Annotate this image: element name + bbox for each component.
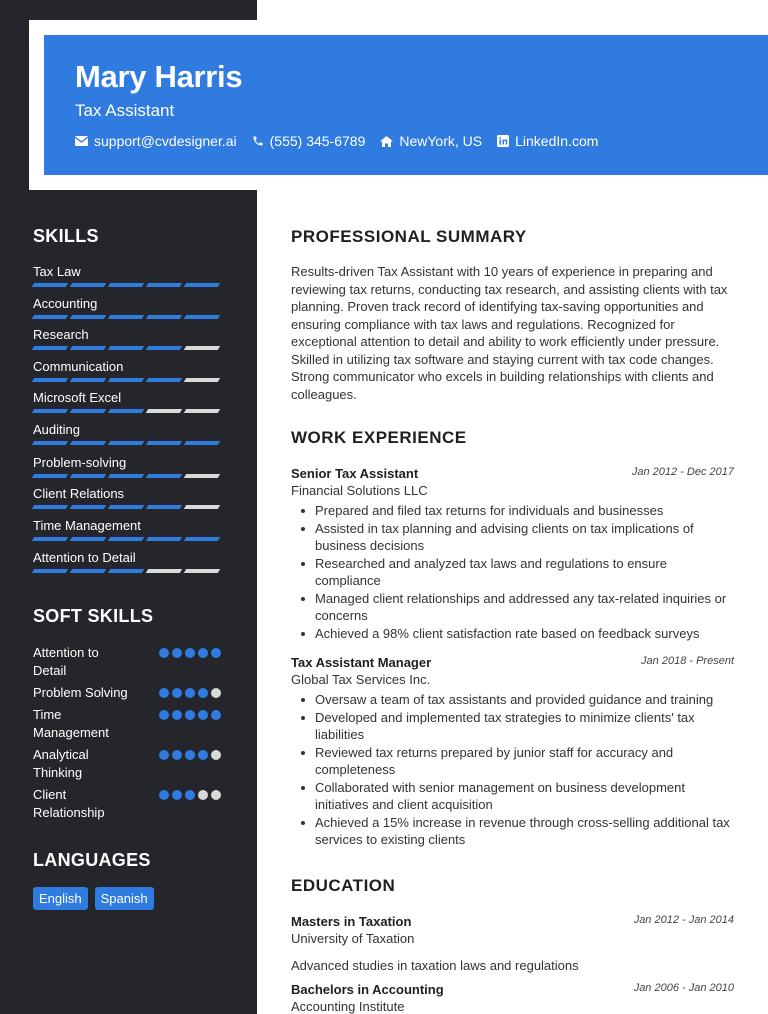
skill-level-segment bbox=[32, 378, 68, 382]
skill-level-bar bbox=[33, 569, 223, 573]
skill-item bbox=[33, 327, 223, 350]
rating-dot bbox=[211, 688, 221, 698]
education-school: Accounting Institute bbox=[291, 999, 405, 1014]
soft-skill-item bbox=[33, 684, 223, 702]
rating-dot bbox=[185, 790, 195, 800]
job-entry bbox=[291, 655, 736, 849]
home-icon bbox=[380, 136, 393, 147]
skill-level-segment bbox=[108, 441, 144, 445]
job-bullets bbox=[291, 691, 736, 849]
job-bullets bbox=[291, 502, 736, 642]
job-entry-company: Global Tax Services Inc. bbox=[291, 672, 431, 687]
soft-skill-item bbox=[33, 644, 223, 680]
soft-skill-rating bbox=[159, 750, 224, 760]
skill-level-segment bbox=[70, 315, 106, 319]
bullet-item: Prepared and filed tax returns for individuals and businesses bbox=[291, 502, 736, 520]
skill-level-segment bbox=[108, 378, 144, 382]
skill-level-segment bbox=[70, 505, 106, 509]
skill-level-segment bbox=[146, 283, 182, 287]
rating-dot bbox=[185, 750, 195, 760]
rating-dot bbox=[172, 750, 182, 760]
skill-level-segment bbox=[146, 569, 182, 573]
skill-level-segment bbox=[32, 409, 68, 413]
skill-level-segment bbox=[146, 474, 182, 478]
linkedin-icon bbox=[497, 135, 509, 147]
job-entry-company: Financial Solutions LLC bbox=[291, 483, 428, 498]
skill-level-segment bbox=[108, 315, 144, 319]
contact-email[interactable] bbox=[75, 133, 237, 149]
rating-dot bbox=[198, 648, 208, 658]
skill-level-segment bbox=[184, 346, 220, 350]
job-entry bbox=[291, 466, 736, 642]
bullet-item: Assisted in tax planning and advising clients on tax implications of business decisions bbox=[291, 520, 736, 555]
soft-skill-label: Attention to Detail bbox=[33, 645, 99, 678]
skill-level-bar bbox=[33, 283, 223, 287]
skill-level-segment bbox=[70, 346, 106, 350]
header bbox=[44, 35, 768, 175]
rating-dot bbox=[211, 648, 221, 658]
skill-level-segment bbox=[146, 537, 182, 541]
education-description: Advanced studies in taxation laws and regulations bbox=[291, 958, 579, 973]
skill-level-bar bbox=[33, 409, 223, 413]
soft-skill-rating bbox=[159, 790, 224, 800]
rating-dot bbox=[159, 750, 169, 760]
skill-item bbox=[33, 296, 223, 319]
soft-skill-rating bbox=[159, 688, 224, 698]
skill-level-segment bbox=[32, 474, 68, 478]
language-tag-english: English bbox=[33, 887, 88, 910]
contact-list bbox=[75, 133, 613, 149]
skill-level-segment bbox=[184, 441, 220, 445]
skill-item bbox=[33, 518, 223, 541]
skill-level-segment bbox=[184, 315, 220, 319]
job-entry-title: Senior Tax Assistant bbox=[291, 466, 419, 481]
skill-level-bar bbox=[33, 474, 223, 478]
skill-level-segment bbox=[70, 569, 106, 573]
skill-label: Research bbox=[33, 327, 89, 342]
skill-level-segment bbox=[184, 537, 220, 541]
bullet-item: Oversaw a team of tax assistants and provided guidance and training bbox=[291, 691, 736, 709]
rating-dot bbox=[185, 648, 195, 658]
soft-skill-item bbox=[33, 786, 223, 822]
soft-skill-rating bbox=[159, 710, 224, 720]
rating-dot bbox=[159, 648, 169, 658]
skill-level-segment bbox=[70, 474, 106, 478]
bullet-item: Achieved a 15% increase in revenue through cross-selling additional tax services to existing clients bbox=[291, 814, 736, 849]
skill-item bbox=[33, 486, 223, 509]
skill-level-bar bbox=[33, 441, 223, 445]
rating-dot bbox=[211, 790, 221, 800]
skill-level-segment bbox=[32, 569, 68, 573]
languages-heading: LANGUAGES bbox=[33, 850, 151, 870]
skill-level-segment bbox=[108, 346, 144, 350]
skill-level-segment bbox=[70, 409, 106, 413]
skills-heading: SKILLS bbox=[33, 226, 99, 246]
skill-item bbox=[33, 455, 223, 478]
bullet-item: Managed client relationships and addressed any tax-related inquiries or concerns bbox=[291, 590, 736, 625]
contact-location bbox=[380, 133, 482, 149]
skill-level-bar bbox=[33, 537, 223, 541]
summary-text: Results-driven Tax Assistant with 10 years of experience in preparing and reviewing tax returns, conducting tax research, and assisting clients with tax planning. Proven track record of identifying tax-saving opportunities and ensuring compliance with tax laws and regulations. Recognized for exceptional attention to detail and ability to work efficiently under pressure. Skilled in utilizing tax software and staying current with tax code changes. Strong communicator who excels in building relationships with clients and colleagues. bbox=[291, 264, 728, 402]
rating-dot bbox=[172, 710, 182, 720]
skill-level-segment bbox=[108, 283, 144, 287]
rating-dot bbox=[198, 710, 208, 720]
skill-level-segment bbox=[184, 505, 220, 509]
bullet-item: Researched and analyzed tax laws and regulations to ensure compliance bbox=[291, 555, 736, 590]
rating-dot bbox=[211, 750, 221, 760]
education-school: University of Taxation bbox=[291, 931, 415, 946]
rating-dot bbox=[172, 790, 182, 800]
skill-level-segment bbox=[108, 505, 144, 509]
skill-level-segment bbox=[184, 474, 220, 478]
education-heading: EDUCATION bbox=[291, 876, 396, 895]
skill-label: Microsoft Excel bbox=[33, 390, 122, 405]
skill-level-segment bbox=[146, 441, 182, 445]
skill-level-segment bbox=[70, 441, 106, 445]
candidate-name: Mary Harris bbox=[75, 59, 243, 94]
soft-skills-heading: SOFT SKILLS bbox=[33, 606, 154, 626]
skill-level-segment bbox=[32, 537, 68, 541]
skill-label: Problem-solving bbox=[33, 455, 127, 470]
skill-label: Client Relations bbox=[33, 486, 125, 501]
contact-email-text: support@cvdesigner.ai bbox=[94, 133, 237, 149]
skill-label: Tax Law bbox=[33, 264, 81, 279]
languages-list bbox=[33, 887, 161, 910]
skill-level-segment bbox=[32, 315, 68, 319]
bullet-item: Reviewed tax returns prepared by junior staff for accuracy and completeness bbox=[291, 744, 736, 779]
skill-level-bar bbox=[33, 315, 223, 319]
summary-heading: PROFESSIONAL SUMMARY bbox=[291, 227, 527, 246]
skill-label: Time Management bbox=[33, 518, 141, 533]
skill-level-segment bbox=[108, 474, 144, 478]
skill-level-bar bbox=[33, 378, 223, 382]
skill-level-bar bbox=[33, 346, 223, 350]
contact-linkedin[interactable] bbox=[497, 133, 598, 149]
contact-linkedin-text: LinkedIn.com bbox=[515, 133, 599, 149]
soft-skill-label: Time Management bbox=[33, 707, 109, 740]
skill-label: Auditing bbox=[33, 422, 80, 437]
soft-skill-label: Analytical Thinking bbox=[33, 747, 89, 780]
skill-level-segment bbox=[146, 378, 182, 382]
skill-level-segment bbox=[146, 315, 182, 319]
job-entry-date: Jan 2018 - Present bbox=[641, 655, 734, 667]
soft-skill-item bbox=[33, 746, 223, 782]
language-tag-spanish: Spanish bbox=[95, 887, 154, 910]
skill-level-segment bbox=[70, 537, 106, 541]
soft-skill-rating bbox=[159, 648, 224, 658]
skill-label: Communication bbox=[33, 359, 124, 374]
rating-dot bbox=[185, 710, 195, 720]
education-date: Jan 2012 - Jan 2014 bbox=[633, 914, 734, 926]
experience-heading: WORK EXPERIENCE bbox=[291, 428, 467, 447]
skill-item bbox=[33, 550, 223, 573]
skill-item bbox=[33, 390, 223, 413]
contact-phone-text: (555) 345-6789 bbox=[269, 133, 366, 149]
bullet-item: Collaborated with senior management on business development initiatives and client acquisition bbox=[291, 779, 736, 814]
skill-level-segment bbox=[32, 441, 68, 445]
skill-level-segment bbox=[108, 537, 144, 541]
rating-dot bbox=[211, 710, 221, 720]
skill-item bbox=[33, 422, 223, 445]
education-entry bbox=[291, 982, 736, 1014]
rating-dot bbox=[159, 688, 169, 698]
skill-level-segment bbox=[70, 283, 106, 287]
contact-phone[interactable] bbox=[252, 133, 366, 149]
skill-level-segment bbox=[108, 409, 144, 413]
rating-dot bbox=[198, 790, 208, 800]
skill-level-segment bbox=[32, 346, 68, 350]
rating-dot bbox=[172, 648, 182, 658]
rating-dot bbox=[159, 710, 169, 720]
skill-level-segment bbox=[184, 283, 220, 287]
skill-level-segment bbox=[70, 378, 106, 382]
phone-icon bbox=[252, 135, 264, 147]
education-degree: Masters in Taxation bbox=[291, 914, 412, 929]
rating-dot bbox=[198, 688, 208, 698]
soft-skill-item bbox=[33, 706, 223, 742]
skill-level-segment bbox=[146, 346, 182, 350]
skill-level-segment bbox=[184, 409, 220, 413]
job-entry-date: Jan 2012 - Dec 2017 bbox=[631, 466, 734, 478]
education-degree: Bachelors in Accounting bbox=[291, 982, 444, 997]
rating-dot bbox=[172, 688, 182, 698]
skill-level-segment bbox=[32, 283, 68, 287]
skill-level-segment bbox=[32, 505, 68, 509]
education-entry bbox=[291, 914, 736, 973]
bullet-item: Developed and implemented tax strategies to minimize clients' tax liabilities bbox=[291, 709, 736, 744]
job-title: Tax Assistant bbox=[75, 101, 175, 120]
skill-item bbox=[33, 359, 223, 382]
skill-item bbox=[33, 264, 223, 287]
rating-dot bbox=[198, 750, 208, 760]
job-entry-title: Tax Assistant Manager bbox=[291, 655, 432, 670]
skill-level-segment bbox=[146, 409, 182, 413]
skill-level-bar bbox=[33, 505, 223, 509]
rating-dot bbox=[185, 688, 195, 698]
skill-label: Attention to Detail bbox=[33, 550, 136, 565]
soft-skill-label: Problem Solving bbox=[33, 685, 128, 700]
skill-level-segment bbox=[184, 378, 220, 382]
contact-location-text: NewYork, US bbox=[399, 133, 483, 149]
envelope-icon bbox=[75, 136, 88, 146]
rating-dot bbox=[159, 790, 169, 800]
soft-skill-label: Client Relationship bbox=[33, 787, 105, 820]
skill-level-segment bbox=[146, 505, 182, 509]
bullet-item: Achieved a 98% client satisfaction rate based on feedback surveys bbox=[291, 625, 736, 643]
education-date: Jan 2006 - Jan 2010 bbox=[633, 982, 734, 994]
skill-level-segment bbox=[108, 569, 144, 573]
skill-level-segment bbox=[184, 569, 220, 573]
skill-label: Accounting bbox=[33, 296, 98, 311]
